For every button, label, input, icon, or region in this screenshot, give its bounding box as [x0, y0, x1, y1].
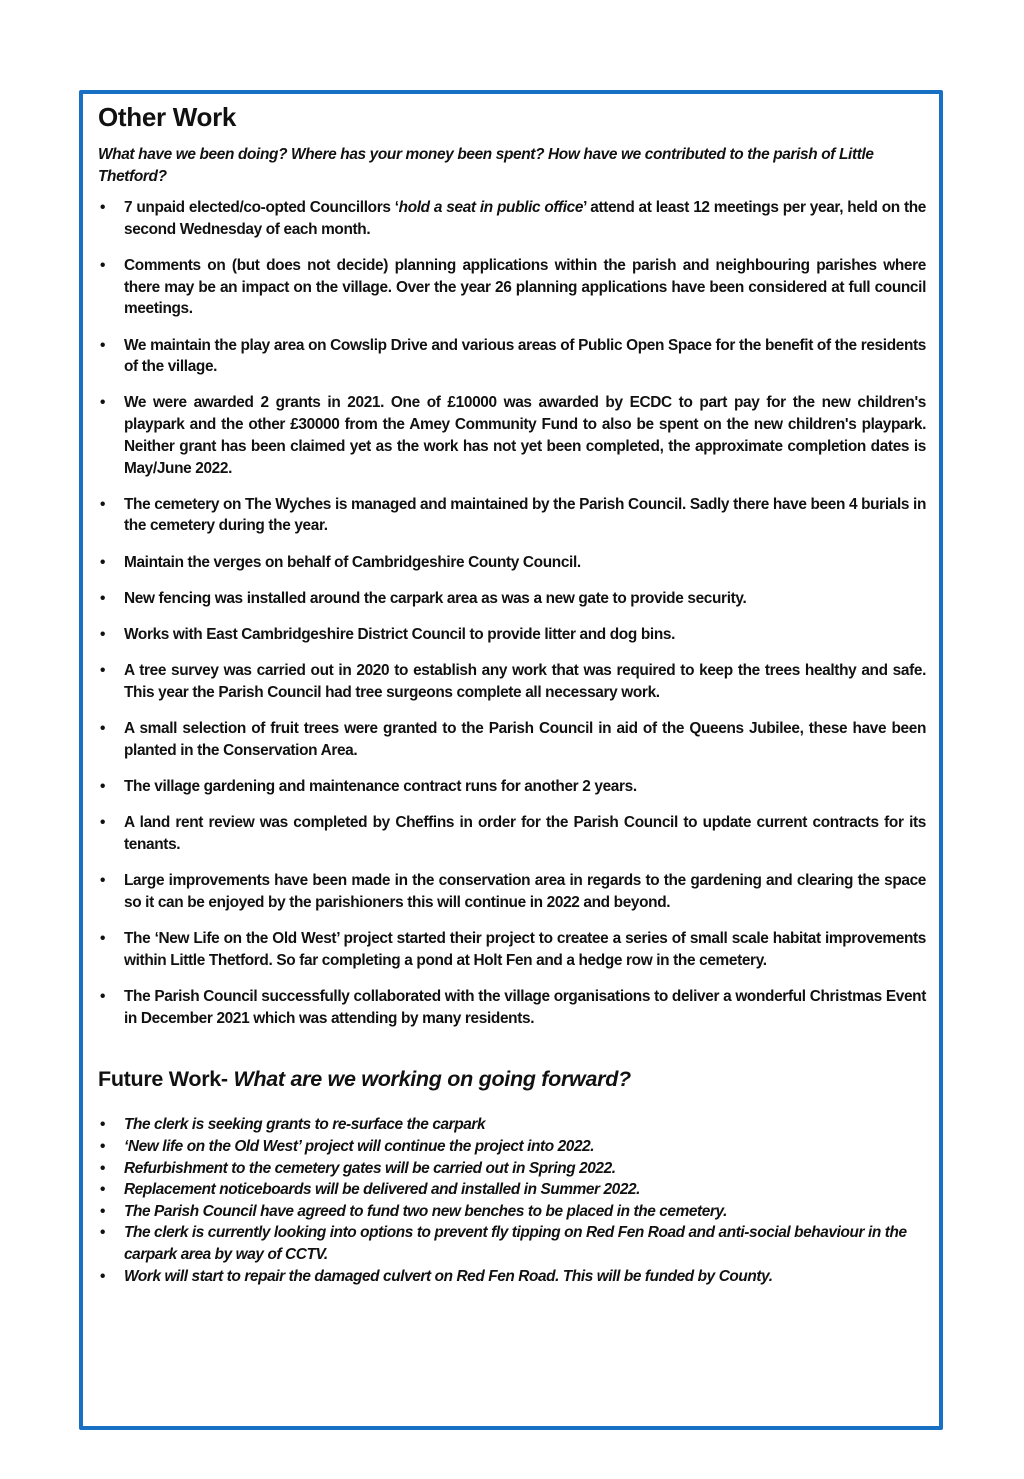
bullet-icon: • [100, 495, 106, 513]
bullet-icon: • [100, 814, 106, 832]
list-item: • The ‘New Life on the Old West’ project started their project to createe a series of small scale habitat improvements within Little Thetford. So far completing a pond at Holt Fen and a hedge row in the cemetery. [100, 930, 926, 969]
list-item: • A land rent review was completed by Cheffins in order for the Parish Council to update current contracts for its tenants. [100, 814, 926, 853]
bullet-icon: • [100, 872, 106, 890]
other-work-subtitle: What have we been doing? Where has your money been spent? How have we contributed to the parish of Little Thetford? [98, 146, 874, 185]
other-work-heading: Other Work [98, 102, 237, 132]
bullet-icon: • [100, 720, 106, 738]
bullet-icon: • [100, 662, 106, 680]
list-item: • Replacement noticeboards will be delivered and installed in Summer 2022. [98, 1179, 926, 1201]
list-item: • ‘New life on the Old West’ project will continue the project into 2022. [98, 1136, 926, 1158]
bullet-icon: • [100, 930, 106, 948]
bullet-icon: • [100, 987, 106, 1005]
bullet-icon: • [100, 1181, 105, 1199]
bullet-icon: • [100, 1267, 105, 1285]
bullet-icon: • [100, 394, 106, 412]
list-item: • A tree survey was carried out in 2020 to establish any work that was required to keep the trees healthy and safe. This year the Parish Council had tree surgeons complete all necessary work. [100, 662, 926, 701]
document-frame [79, 90, 943, 1430]
list-item: • We were awarded 2 grants in 2021. One of £10000 was awarded by ECDC to part pay for the new children's playpark and the other £30000 from the Amey Community Fund to also be spent on the new children's playpark. Neither grant has been claimed yet as the work has not yet been completed, the approximate completion dates is May/June 2022. [100, 394, 926, 477]
list-item: • The village gardening and maintenance contract runs for another 2 years. [98, 776, 926, 798]
list-item: • Comments on (but does not decide) planning applications within the parish and neighbouring parishes where there may be an impact on the village. Over the year 26 planning applications have been considered at full council meetings. [100, 256, 926, 318]
list-item: • The Parish Council have agreed to fund two new benches to be placed in the cemetery. [98, 1201, 926, 1223]
future-work-heading: Future Work- What are we working on going forward? [98, 1067, 631, 1092]
list-item: • Refurbishment to the cemetery gates will be carried out in Spring 2022. [98, 1158, 926, 1180]
bullet-icon: • [100, 1159, 105, 1177]
list-item: • The clerk is currently looking into options to prevent fly tipping on Red Fen Road and anti-social behaviour in the carpark area by way of CCTV. [100, 1224, 907, 1263]
list-item: • Maintain the verges on behalf of Cambridgeshire County Council. [98, 552, 926, 574]
bullet-icon: • [100, 336, 106, 354]
bullet-icon: • [100, 1224, 105, 1242]
list-item: • Work will start to repair the damaged culvert on Red Fen Road. This will be funded by County. [98, 1266, 926, 1288]
list-item: • The clerk is seeking grants to re-surface the carpark [98, 1114, 926, 1136]
bullet-icon: • [100, 626, 106, 644]
bullet-icon: • [100, 553, 106, 571]
bullet-icon: • [100, 256, 106, 274]
list-item: • We maintain the play area on Cowslip Drive and various areas of Public Open Space for the benefit of the residents of the village. [100, 336, 926, 376]
list-item: • New fencing was installed around the carpark area as was a new gate to provide security. [98, 588, 926, 610]
bullet-icon: • [100, 778, 106, 796]
bullet-icon: • [100, 1202, 105, 1220]
emphasis-text: hold a seat in public office [398, 199, 584, 216]
bullet-icon: • [100, 589, 106, 607]
bullet-icon: • [100, 199, 106, 216]
list-item: • A small selection of fruit trees were granted to the Parish Council in aid of the Queens Jubilee, these have been planted in the Conservation Area. [100, 720, 926, 759]
list-item: • Large improvements have been made in the conservation area in regards to the gardening and clearing the space so it can be enjoyed by the parishioners this will continue in 2022 and beyond. [100, 872, 926, 911]
future-work-list [98, 1114, 926, 1287]
list-item: • Works with East Cambridgeshire District Council to provide litter and dog bins. [98, 624, 926, 646]
list-item: • The cemetery on The Wyches is managed and maintained by the Parish Council. Sadly there have been 4 burials in the cemetery during the year. [100, 495, 926, 535]
document-content [98, 100, 926, 1287]
list-item: • The Parish Council successfully collaborated with the village organisations to deliver a wonderful Christmas Event in December 2021 which was attending by many residents. [100, 987, 926, 1027]
other-work-list [98, 197, 926, 1029]
future-work-heading-italic: What are we working on going forward? [233, 1067, 631, 1092]
bullet-icon: • [100, 1137, 105, 1155]
list-item: • 7 unpaid elected/co-opted Councillors ‘hold a seat in public office’ attend at least 12 meetings per year, held on the second Wednesday of each month. [100, 199, 927, 238]
bullet-icon: • [100, 1116, 105, 1134]
